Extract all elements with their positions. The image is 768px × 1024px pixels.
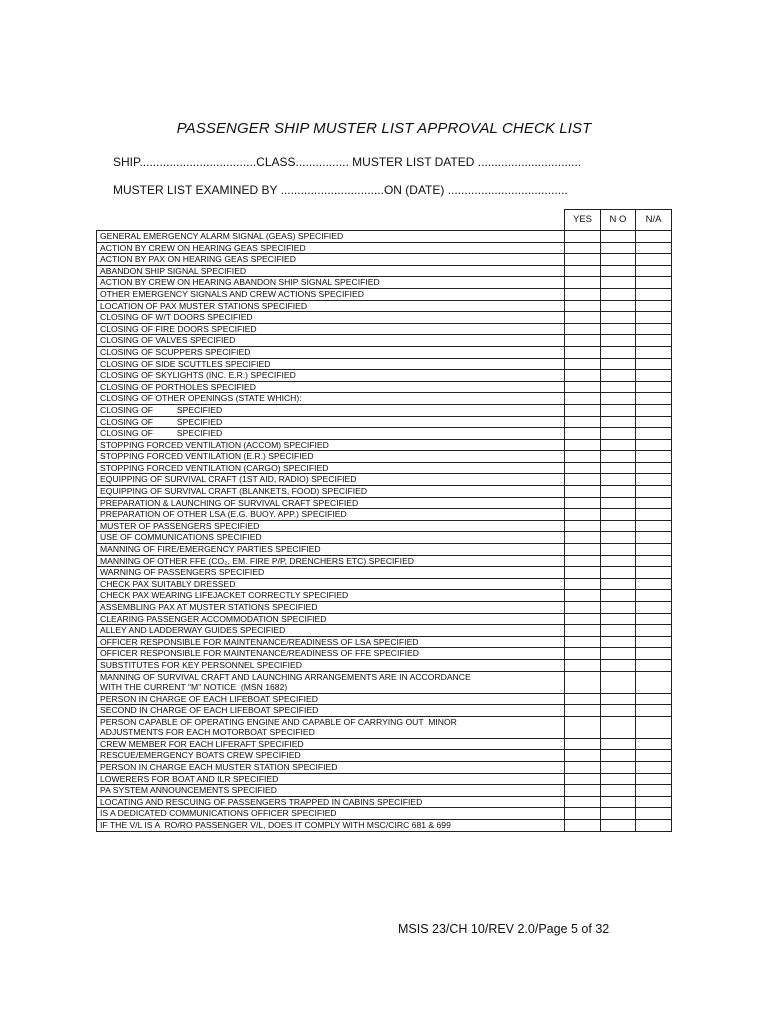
checkbox-cell-yes[interactable]: [565, 428, 601, 440]
checkbox-cell-no[interactable]: [601, 544, 636, 556]
table-row: [97, 613, 672, 625]
document-title: PASSENGER SHIP MUSTER LIST APPROVAL CHECK LIST: [176, 120, 592, 137]
table-row: [97, 578, 672, 590]
table-row: [97, 370, 672, 382]
checkbox-cell-yes[interactable]: [565, 370, 601, 382]
checkbox-cell-na[interactable]: [636, 404, 672, 416]
table-row: [97, 636, 672, 648]
checklist-item-label: CLOSING OF OTHER OPENINGS (STATE WHICH):: [97, 393, 565, 405]
checkbox-cell-yes[interactable]: [565, 509, 601, 521]
checkbox-cell-no[interactable]: [601, 750, 636, 762]
column-na: N/A: [636, 210, 672, 231]
checkbox-cell-na[interactable]: [636, 796, 672, 808]
checkbox-cell-na[interactable]: [636, 808, 672, 820]
table-row: [97, 404, 672, 416]
table-row: [97, 288, 672, 300]
checklist-item-label: MUSTER OF PASSENGERS SPECIFIED: [97, 520, 565, 532]
table-row: [97, 602, 672, 614]
checkbox-cell-yes[interactable]: [565, 474, 601, 486]
checklist-item-label: OFFICER RESPONSIBLE FOR MAINTENANCE/READINESS OF LSA SPECIFIED: [97, 636, 565, 648]
checkbox-cell-no[interactable]: [601, 231, 636, 243]
checkbox-cell-yes[interactable]: [565, 497, 601, 509]
checkbox-cell-yes[interactable]: [565, 578, 601, 590]
checkbox-cell-yes[interactable]: [565, 773, 601, 785]
checklist-item-label: OFFICER RESPONSIBLE FOR MAINTENANCE/READINESS OF FFE SPECIFIED: [97, 648, 565, 660]
checkbox-cell-yes[interactable]: [565, 242, 601, 254]
checkbox-cell-no[interactable]: [601, 648, 636, 660]
checkbox-cell-no[interactable]: [601, 323, 636, 335]
table-row: [97, 474, 672, 486]
table-row: [97, 428, 672, 440]
checkbox-cell-no[interactable]: [601, 439, 636, 451]
table-row: [97, 659, 672, 671]
table-row: [97, 312, 672, 324]
checklist-item-label: ALLEY AND LADDERWAY GUIDES SPECIFIED: [97, 625, 565, 637]
table-row: [97, 497, 672, 509]
checkbox-cell-na[interactable]: [636, 532, 672, 544]
checkbox-cell-na[interactable]: [636, 520, 672, 532]
checkbox-cell-yes[interactable]: [565, 300, 601, 312]
checklist-item-label: MANNING OF FIRE/EMERGENCY PARTIES SPECIFIED: [97, 544, 565, 556]
checkbox-cell-na[interactable]: [636, 785, 672, 797]
checklist-item-label: LOCATING AND RESCUING OF PASSENGERS TRAPPED IN CABINS SPECIFIED: [97, 796, 565, 808]
table-row: [97, 335, 672, 347]
checkbox-cell-no[interactable]: [601, 370, 636, 382]
checklist-item-label: STOPPING FORCED VENTILATION (E.R.) SPECIFIED: [97, 451, 565, 463]
checklist-item-label: WARNING OF PASSENGERS SPECIFIED: [97, 567, 565, 579]
checkbox-cell-no[interactable]: [601, 358, 636, 370]
table-row: [97, 346, 672, 358]
checklist-table: [96, 209, 672, 832]
checkbox-cell-na[interactable]: [636, 312, 672, 324]
checklist-item-label: SUBSTITUTES FOR KEY PERSONNEL SPECIFIED: [97, 659, 565, 671]
checkbox-cell-no[interactable]: [601, 416, 636, 428]
checkbox-cell-no[interactable]: [601, 761, 636, 773]
checkbox-cell-na[interactable]: [636, 613, 672, 625]
checkbox-cell-na[interactable]: [636, 738, 672, 750]
checkbox-cell-na[interactable]: [636, 578, 672, 590]
checkbox-cell-yes[interactable]: [565, 785, 601, 797]
table-row: [97, 671, 672, 693]
table-row: [97, 509, 672, 521]
checkbox-cell-na[interactable]: [636, 819, 672, 831]
table-row: [97, 555, 672, 567]
checkbox-cell-no[interactable]: [601, 625, 636, 637]
checkbox-cell-na[interactable]: [636, 277, 672, 289]
checkbox-cell-yes[interactable]: [565, 404, 601, 416]
checkbox-cell-no[interactable]: [601, 312, 636, 324]
table-row: [97, 520, 672, 532]
checkbox-cell-yes[interactable]: [565, 231, 601, 243]
table-row: [97, 796, 672, 808]
checkbox-cell-na[interactable]: [636, 716, 672, 738]
checkbox-cell-yes[interactable]: [565, 323, 601, 335]
checkbox-cell-na[interactable]: [636, 659, 672, 671]
checkbox-cell-yes[interactable]: [565, 265, 601, 277]
checklist-item-label: CLOSING OF W/T DOORS SPECIFIED: [97, 312, 565, 324]
checkbox-cell-na[interactable]: [636, 358, 672, 370]
checkbox-cell-na[interactable]: [636, 323, 672, 335]
checkbox-cell-no[interactable]: [601, 404, 636, 416]
table-row: [97, 808, 672, 820]
checkbox-cell-na[interactable]: [636, 693, 672, 705]
table-row: [97, 532, 672, 544]
checkbox-cell-yes[interactable]: [565, 625, 601, 637]
checkbox-cell-no[interactable]: [601, 738, 636, 750]
table-row: [97, 277, 672, 289]
table-row: [97, 265, 672, 277]
checkbox-cell-yes[interactable]: [565, 705, 601, 717]
checklist-item-label: CLOSING OF SKYLIGHTS (INC. E.R.) SPECIFIED: [97, 370, 565, 382]
checkbox-cell-no[interactable]: [601, 486, 636, 498]
checkbox-cell-na[interactable]: [636, 602, 672, 614]
checklist-item-label: PERSON IN CHARGE EACH MUSTER STATION SPECIFIED: [97, 761, 565, 773]
table-row: [97, 625, 672, 637]
checkbox-cell-yes[interactable]: [565, 439, 601, 451]
checkbox-cell-no[interactable]: [601, 671, 636, 693]
checklist-item-label: CHECK PAX SUITABLY DRESSED: [97, 578, 565, 590]
column-no: N O: [601, 210, 636, 231]
checkbox-cell-no[interactable]: [601, 705, 636, 717]
checkbox-cell-yes[interactable]: [565, 254, 601, 266]
checkbox-cell-no[interactable]: [601, 462, 636, 474]
checkbox-cell-na[interactable]: [636, 750, 672, 762]
checkbox-cell-na[interactable]: [636, 761, 672, 773]
checkbox-cell-na[interactable]: [636, 428, 672, 440]
checkbox-cell-yes[interactable]: [565, 590, 601, 602]
checklist-item-label: MANNING OF SURVIVAL CRAFT AND LAUNCHING ARRANGEMENTS ARE IN ACCORDANCE WITH THE CURRENT "M" NOTICE (MSN 1682): [97, 671, 565, 693]
checkbox-cell-yes[interactable]: [565, 520, 601, 532]
table-row: [97, 486, 672, 498]
checklist-item-label: PREPARATION & LAUNCHING OF SURVIVAL CRAFT SPECIFIED: [97, 497, 565, 509]
checkbox-cell-yes[interactable]: [565, 486, 601, 498]
table-row: [97, 773, 672, 785]
checkbox-cell-no[interactable]: [601, 602, 636, 614]
checkbox-cell-no[interactable]: [601, 613, 636, 625]
checkbox-cell-na[interactable]: [636, 636, 672, 648]
checklist-item-label: ACTION BY CREW ON HEARING GEAS SPECIFIED: [97, 242, 565, 254]
checkbox-cell-no[interactable]: [601, 254, 636, 266]
checkbox-cell-yes[interactable]: [565, 716, 601, 738]
checkbox-cell-yes[interactable]: [565, 659, 601, 671]
checklist-item-label: STOPPING FORCED VENTILATION (ACCOM) SPECIFIED: [97, 439, 565, 451]
checkbox-cell-no[interactable]: [601, 277, 636, 289]
ship-class-dated-line: SHIP...................................CLASS................ MUSTER LIST DATED ...............................: [113, 155, 582, 169]
table-row: [97, 381, 672, 393]
checkbox-cell-yes[interactable]: [565, 819, 601, 831]
checkbox-cell-yes[interactable]: [565, 738, 601, 750]
table-row: [97, 705, 672, 717]
table-row: [97, 544, 672, 556]
table-row: [97, 439, 672, 451]
checkbox-cell-na[interactable]: [636, 544, 672, 556]
checkbox-cell-yes[interactable]: [565, 532, 601, 544]
checkbox-cell-no[interactable]: [601, 636, 636, 648]
checkbox-cell-no[interactable]: [601, 693, 636, 705]
checkbox-cell-yes[interactable]: [565, 358, 601, 370]
checkbox-cell-no[interactable]: [601, 520, 636, 532]
checkbox-cell-na[interactable]: [636, 254, 672, 266]
checklist-item-label: LOCATION OF PAX MUSTER STATIONS SPECIFIED: [97, 300, 565, 312]
checkbox-cell-yes[interactable]: [565, 381, 601, 393]
table-row: [97, 750, 672, 762]
checklist-item-label: CHECK PAX WEARING LIFEJACKET CORRECTLY SPECIFIED: [97, 590, 565, 602]
checklist-item-label: ABANDON SHIP SIGNAL SPECIFIED: [97, 265, 565, 277]
checkbox-cell-no[interactable]: [601, 578, 636, 590]
checklist-item-label: EQUIPPING OF SURVIVAL CRAFT (BLANKETS, FOOD) SPECIFIED: [97, 486, 565, 498]
checklist-item-label: LOWERERS FOR BOAT AND ILR SPECIFIED: [97, 773, 565, 785]
table-row: [97, 648, 672, 660]
checkbox-cell-yes[interactable]: [565, 808, 601, 820]
checkbox-cell-no[interactable]: [601, 288, 636, 300]
checkbox-cell-yes[interactable]: [565, 346, 601, 358]
table-row: [97, 451, 672, 463]
table-row: [97, 590, 672, 602]
checklist-item-label: PA SYSTEM ANNOUNCEMENTS SPECIFIED: [97, 785, 565, 797]
checkbox-cell-yes[interactable]: [565, 451, 601, 463]
checkbox-cell-na[interactable]: [636, 486, 672, 498]
table-row: [97, 393, 672, 405]
page-footer: MSIS 23/CH 10/REV 2.0/Page 5 of 32: [398, 922, 610, 936]
checklist-item-label: PERSON IN CHARGE OF EACH LIFEBOAT SPECIFIED: [97, 693, 565, 705]
checkbox-cell-na[interactable]: [636, 567, 672, 579]
checkbox-cell-no[interactable]: [601, 819, 636, 831]
table-row: [97, 785, 672, 797]
checklist-item-label: CLOSING OF VALVES SPECIFIED: [97, 335, 565, 347]
checkbox-cell-na[interactable]: [636, 242, 672, 254]
checklist-item-label: CLOSING OF PORTHOLES SPECIFIED: [97, 381, 565, 393]
checkbox-cell-yes[interactable]: [565, 416, 601, 428]
checkbox-cell-yes[interactable]: [565, 693, 601, 705]
checklist-item-label: CLEARING PASSENGER ACCOMMODATION SPECIFIED: [97, 613, 565, 625]
checkbox-cell-yes[interactable]: [565, 567, 601, 579]
column-yes: YES: [565, 210, 601, 231]
checklist-item-label: CLOSING OF SPECIFIED: [97, 428, 565, 440]
checkbox-cell-yes[interactable]: [565, 288, 601, 300]
table-row: [97, 300, 672, 312]
checkbox-cell-no[interactable]: [601, 497, 636, 509]
checklist-item-label: CLOSING OF SIDE SCUTTLES SPECIFIED: [97, 358, 565, 370]
checklist-item-label: STOPPING FORCED VENTILATION (CARGO) SPECIFIED: [97, 462, 565, 474]
checklist-item-label: CLOSING OF SPECIFIED: [97, 404, 565, 416]
checklist-item-label: GENERAL EMERGENCY ALARM SIGNAL (GEAS) SPECIFIED: [97, 231, 565, 243]
checklist-item-label: PERSON CAPABLE OF OPERATING ENGINE AND CAPABLE OF CARRYING OUT MINOR ADJUSTMENTS FOR EACH MOTORBOAT SPECIFIED: [97, 716, 565, 738]
checklist-item-label: RESCUE/EMERGENCY BOATS CREW SPECIFIED: [97, 750, 565, 762]
table-row: [97, 416, 672, 428]
checkbox-cell-yes[interactable]: [565, 761, 601, 773]
checkbox-cell-na[interactable]: [636, 346, 672, 358]
table-row: [97, 358, 672, 370]
checkbox-cell-no[interactable]: [601, 451, 636, 463]
checkbox-cell-yes[interactable]: [565, 335, 601, 347]
checkbox-cell-na[interactable]: [636, 590, 672, 602]
checkbox-cell-no[interactable]: [601, 716, 636, 738]
checkbox-cell-yes[interactable]: [565, 462, 601, 474]
table-row: [97, 567, 672, 579]
checkbox-cell-no[interactable]: [601, 659, 636, 671]
checkbox-cell-na[interactable]: [636, 288, 672, 300]
checkbox-cell-na[interactable]: [636, 300, 672, 312]
checkbox-cell-yes[interactable]: [565, 648, 601, 660]
table-row: [97, 231, 672, 243]
checkbox-cell-no[interactable]: [601, 532, 636, 544]
checkbox-cell-no[interactable]: [601, 428, 636, 440]
checkbox-cell-yes[interactable]: [565, 636, 601, 648]
checkbox-cell-no[interactable]: [601, 567, 636, 579]
checkbox-cell-no[interactable]: [601, 300, 636, 312]
checkbox-cell-na[interactable]: [636, 773, 672, 785]
table-row: [97, 716, 672, 738]
checkbox-cell-na[interactable]: [636, 416, 672, 428]
checkbox-cell-no[interactable]: [601, 796, 636, 808]
table-row: [97, 323, 672, 335]
checkbox-cell-na[interactable]: [636, 671, 672, 693]
checkbox-cell-no[interactable]: [601, 555, 636, 567]
checklist-item-label: CLOSING OF SPECIFIED: [97, 416, 565, 428]
checkbox-cell-yes[interactable]: [565, 312, 601, 324]
checkbox-cell-yes[interactable]: [565, 796, 601, 808]
checkbox-cell-yes[interactable]: [565, 544, 601, 556]
checkbox-cell-na[interactable]: [636, 381, 672, 393]
checklist-item-label: EQUIPPING OF SURVIVAL CRAFT (1ST AID, RADIO) SPECIFIED: [97, 474, 565, 486]
checkbox-cell-no[interactable]: [601, 242, 636, 254]
checkbox-cell-no[interactable]: [601, 474, 636, 486]
table-row: [97, 693, 672, 705]
table-row: [97, 761, 672, 773]
checklist-item-label: OTHER EMERGENCY SIGNALS AND CREW ACTIONS SPECIFIED: [97, 288, 565, 300]
checkbox-cell-na[interactable]: [636, 555, 672, 567]
checkbox-cell-no[interactable]: [601, 381, 636, 393]
table-row: [97, 738, 672, 750]
checkbox-cell-na[interactable]: [636, 393, 672, 405]
checkbox-cell-yes[interactable]: [565, 613, 601, 625]
checkbox-cell-yes[interactable]: [565, 602, 601, 614]
checkbox-cell-na[interactable]: [636, 474, 672, 486]
table-row: [97, 462, 672, 474]
checkbox-cell-no[interactable]: [601, 785, 636, 797]
checklist-item-label: PREPARATION OF OTHER LSA (E.G. BUOY. APP.) SPECIFIED: [97, 509, 565, 521]
examined-by-line: MUSTER LIST EXAMINED BY ...............................ON (DATE) ....................................: [113, 183, 568, 197]
checklist-item-label: USE OF COMMUNICATIONS SPECIFIED: [97, 532, 565, 544]
checklist-item-label: ACTION BY CREW ON HEARING ABANDON SHIP SIGNAL SPECIFIED: [97, 277, 565, 289]
checkbox-cell-no[interactable]: [601, 808, 636, 820]
checkbox-cell-yes[interactable]: [565, 555, 601, 567]
checkbox-cell-no[interactable]: [601, 346, 636, 358]
checkbox-cell-na[interactable]: [636, 231, 672, 243]
checklist-item-label: ACTION BY PAX ON HEARING GEAS SPECIFIED: [97, 254, 565, 266]
checkbox-cell-yes[interactable]: [565, 671, 601, 693]
header-blank-cell: [97, 210, 565, 231]
checklist-header-row: [97, 210, 672, 231]
checklist-item-label: CLOSING OF FIRE DOORS SPECIFIED: [97, 323, 565, 335]
checkbox-cell-yes[interactable]: [565, 750, 601, 762]
checkbox-cell-na[interactable]: [636, 509, 672, 521]
checklist-item-label: IS A DEDICATED COMMUNICATIONS OFFICER SPECIFIED: [97, 808, 565, 820]
checkbox-cell-na[interactable]: [636, 439, 672, 451]
checkbox-cell-na[interactable]: [636, 648, 672, 660]
checklist-item-label: SECOND IN CHARGE OF EACH LIFEBOAT SPECIFIED: [97, 705, 565, 717]
checkbox-cell-no[interactable]: [601, 773, 636, 785]
table-row: [97, 242, 672, 254]
checkbox-cell-no[interactable]: [601, 590, 636, 602]
checkbox-cell-na[interactable]: [636, 335, 672, 347]
checkbox-cell-no[interactable]: [601, 509, 636, 521]
checkbox-cell-yes[interactable]: [565, 277, 601, 289]
checkbox-cell-no[interactable]: [601, 335, 636, 347]
checkbox-cell-no[interactable]: [601, 265, 636, 277]
checkbox-cell-no[interactable]: [601, 393, 636, 405]
checkbox-cell-yes[interactable]: [565, 393, 601, 405]
checklist-item-label: ASSEMBLING PAX AT MUSTER STATIONS SPECIFIED: [97, 602, 565, 614]
checkbox-cell-na[interactable]: [636, 370, 672, 382]
checkbox-cell-na[interactable]: [636, 462, 672, 474]
checkbox-cell-na[interactable]: [636, 497, 672, 509]
checkbox-cell-na[interactable]: [636, 265, 672, 277]
checkbox-cell-na[interactable]: [636, 625, 672, 637]
checkbox-cell-na[interactable]: [636, 451, 672, 463]
checklist-item-label: IF THE V/L IS A RO/RO PASSENGER V/L, DOES IT COMPLY WITH MSC/CIRC 681 & 699: [97, 819, 565, 831]
checklist-item-label: CREW MEMBER FOR EACH LIFERAFT SPECIFIED: [97, 738, 565, 750]
table-row: [97, 254, 672, 266]
checklist-item-label: MANNING OF OTHER FFE (CO₂, EM. FIRE P/P, DRENCHERS ETC) SPECIFIED: [97, 555, 565, 567]
checklist-item-label: CLOSING OF SCUPPERS SPECIFIED: [97, 346, 565, 358]
checkbox-cell-na[interactable]: [636, 705, 672, 717]
table-row: [97, 819, 672, 831]
